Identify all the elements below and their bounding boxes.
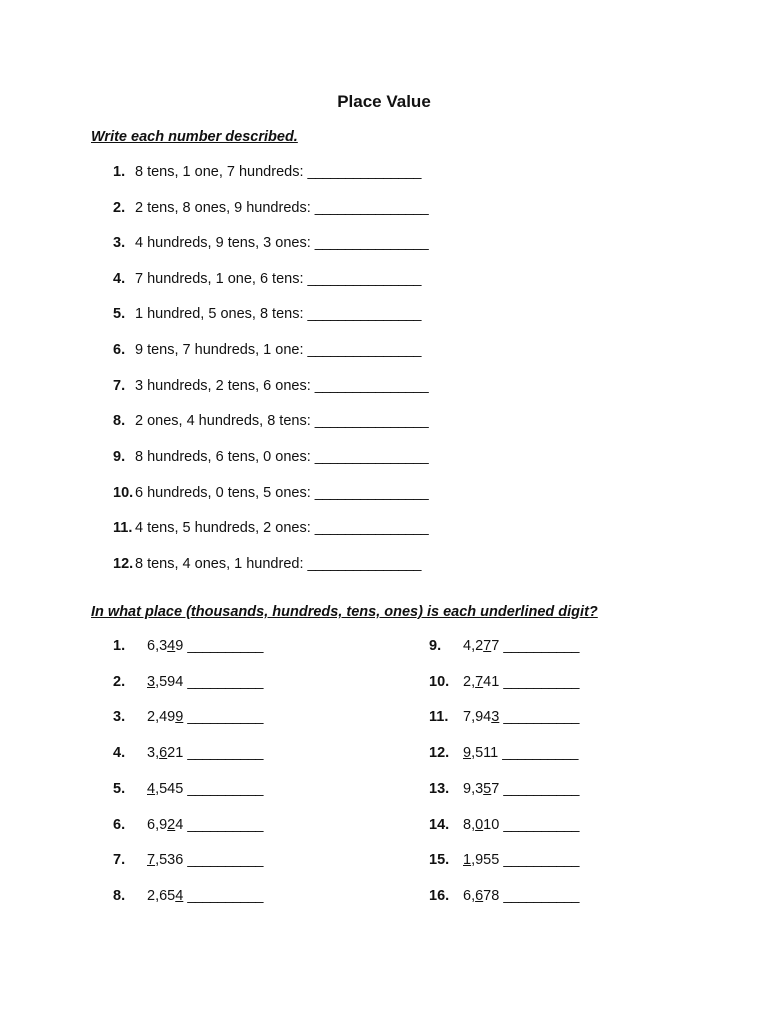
item-number: 10. [113, 485, 134, 501]
list-item [429, 637, 579, 655]
answer-blank[interactable]: __________ [187, 852, 263, 868]
underlined-digit: 9 [175, 709, 184, 725]
number-text: 3,594 [147, 674, 184, 690]
number-text: 2,741 [463, 674, 500, 690]
list-item [429, 780, 579, 798]
list-item [113, 199, 428, 217]
section1-instruction: Write each number described. [91, 129, 298, 145]
answer-blank[interactable]: __________ [502, 745, 578, 761]
item-text: 6 hundreds, 0 tens, 5 ones: [135, 485, 311, 501]
item-text: 2 ones, 4 hundreds, 8 tens: [135, 413, 311, 429]
item-number: 11. [429, 709, 449, 725]
item-number: 9. [113, 449, 126, 465]
item-number: 12. [429, 745, 450, 761]
answer-blank[interactable]: __________ [503, 781, 580, 797]
underlined-digit: 6 [159, 745, 168, 761]
number-text: 4,277 [463, 638, 500, 654]
list-item [429, 887, 579, 905]
item-text: 1 hundred, 5 ones, 8 tens: [135, 306, 304, 322]
item-text: 8 hundreds, 6 tens, 0 ones: [135, 449, 311, 465]
item-number: 9. [429, 638, 442, 654]
item-number: 12. [113, 556, 134, 572]
item-number: 5. [113, 306, 126, 322]
answer-blank[interactable]: __________ [187, 888, 263, 904]
number-text: 1,955 [463, 852, 500, 868]
item-number: 11. [113, 520, 133, 536]
item-number: 14. [429, 817, 450, 833]
underlined-digit: 5 [483, 781, 492, 797]
item-number: 10. [429, 674, 450, 690]
item-number: 7. [113, 852, 126, 868]
item-number: 16. [429, 888, 450, 904]
list-item [113, 412, 428, 430]
list-item [113, 816, 263, 834]
answer-blank[interactable]: _______________ [314, 200, 429, 216]
answer-blank[interactable]: __________ [503, 674, 579, 690]
list-item [113, 708, 263, 726]
answer-blank[interactable]: _______________ [314, 485, 429, 501]
underlined-digit: 7 [483, 638, 492, 654]
answer-blank[interactable]: _______________ [314, 520, 429, 536]
answer-blank[interactable]: __________ [503, 817, 579, 833]
item-number: 1. [113, 638, 126, 654]
list-item [113, 377, 428, 395]
item-number: 4. [113, 745, 126, 761]
underlined-digit: 4 [147, 781, 156, 797]
list-item [113, 555, 421, 573]
number-text: 2,654 [147, 888, 184, 904]
number-text: 6,924 [147, 817, 184, 833]
item-number: 15. [429, 852, 450, 868]
item-number: 3. [113, 709, 126, 725]
number-text: 3,621 [147, 745, 184, 761]
item-number: 6. [113, 342, 126, 358]
list-item [113, 163, 421, 181]
answer-blank[interactable]: __________ [187, 674, 263, 690]
underlined-digit: 0 [475, 817, 484, 833]
answer-blank[interactable]: _______________ [307, 306, 421, 322]
underlined-digit: 7 [475, 674, 484, 690]
number-text: 7,943 [463, 709, 500, 725]
list-item [113, 341, 421, 359]
list-item [113, 744, 263, 762]
underlined-digit: 4 [167, 638, 176, 654]
number-text: 2,499 [147, 709, 184, 725]
answer-blank[interactable]: _______________ [314, 449, 429, 465]
list-item [429, 708, 579, 726]
underlined-digit: 1 [463, 852, 472, 868]
section2-instruction: In what place (thousands, hundreds, tens, ones) is each underlined digit? [91, 604, 598, 620]
list-item [429, 744, 578, 762]
list-item [429, 673, 579, 691]
list-item [113, 270, 421, 288]
answer-blank[interactable]: _______________ [307, 556, 421, 572]
list-item [113, 851, 263, 869]
page-title: Place Value [337, 92, 431, 111]
list-item [113, 305, 421, 323]
item-text: 4 hundreds, 9 tens, 3 ones: [135, 235, 311, 251]
item-text: 8 tens, 1 one, 7 hundreds: [135, 164, 304, 180]
item-number: 2. [113, 674, 126, 690]
answer-blank[interactable]: _______________ [307, 271, 421, 287]
answer-blank[interactable]: __________ [187, 709, 263, 725]
answer-blank[interactable]: _______________ [307, 164, 421, 180]
list-item [113, 519, 428, 537]
number-text: 7,536 [147, 852, 184, 868]
underlined-digit: 9 [463, 745, 472, 761]
underlined-digit: 2 [167, 817, 176, 833]
number-text: 6,349 [147, 638, 184, 654]
item-number: 13. [429, 781, 450, 797]
item-number: 5. [113, 781, 126, 797]
answer-blank[interactable]: _______________ [307, 342, 421, 358]
item-number: 2. [113, 200, 126, 216]
list-item [429, 816, 579, 834]
item-number: 8. [113, 413, 126, 429]
item-number: 4. [113, 271, 126, 287]
answer-blank[interactable]: __________ [187, 745, 263, 761]
item-number: 3. [113, 235, 126, 251]
number-text: 6,678 [463, 888, 500, 904]
answer-blank[interactable]: __________ [187, 817, 264, 833]
item-number: 6. [113, 817, 126, 833]
list-item [113, 637, 263, 655]
item-text: 8 tens, 4 ones, 1 hundred: [135, 556, 304, 572]
answer-blank[interactable]: __________ [187, 781, 263, 797]
item-number: 1. [113, 164, 126, 180]
underlined-digit: 6 [475, 888, 484, 904]
list-item [113, 673, 263, 691]
item-text: 4 tens, 5 hundreds, 2 ones: [135, 520, 311, 536]
number-text: 9,511 [463, 745, 499, 761]
answer-blank[interactable]: __________ [187, 638, 264, 654]
list-item [113, 887, 263, 905]
answer-blank[interactable]: __________ [503, 709, 579, 725]
number-text: 8,010 [463, 817, 500, 833]
item-number: 7. [113, 378, 126, 394]
list-item [113, 780, 263, 798]
item-text: 9 tens, 7 hundreds, 1 one: [135, 342, 304, 358]
list-item [113, 234, 428, 252]
item-text: 2 tens, 8 ones, 9 hundreds: [135, 200, 311, 216]
answer-blank[interactable]: _______________ [314, 235, 429, 251]
list-item [113, 448, 428, 466]
answer-blank[interactable]: __________ [503, 638, 580, 654]
number-text: 4,545 [147, 781, 184, 797]
item-text: 7 hundreds, 1 one, 6 tens: [135, 271, 304, 287]
underlined-digit: 3 [491, 709, 500, 725]
list-item [113, 484, 428, 502]
answer-blank[interactable]: _______________ [314, 413, 429, 429]
number-text: 9,357 [463, 781, 500, 797]
underlined-digit: 4 [175, 888, 184, 904]
underlined-digit: 7 [147, 852, 156, 868]
answer-blank[interactable]: _______________ [314, 378, 429, 394]
answer-blank[interactable]: __________ [503, 888, 579, 904]
list-item [429, 851, 579, 869]
answer-blank[interactable]: __________ [503, 852, 579, 868]
item-text: 3 hundreds, 2 tens, 6 ones: [135, 378, 311, 394]
underlined-digit: 3 [147, 674, 156, 690]
item-number: 8. [113, 888, 126, 904]
